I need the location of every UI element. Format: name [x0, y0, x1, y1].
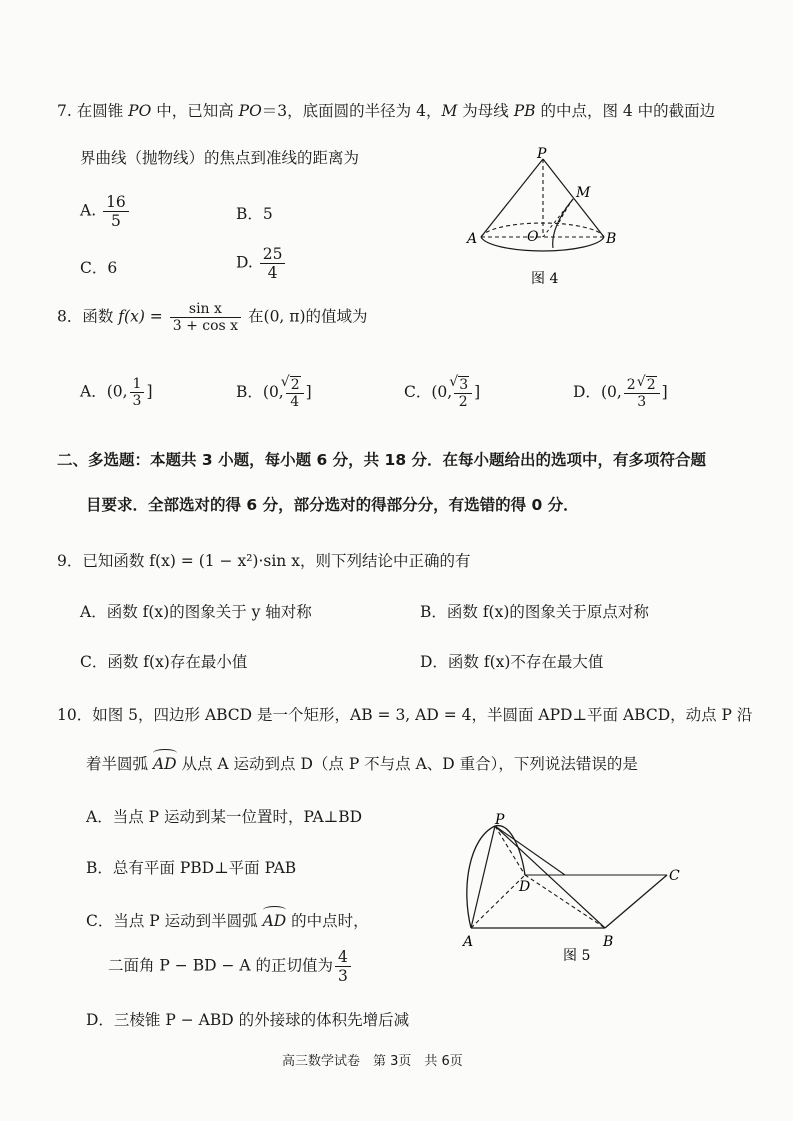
edge-pa: [471, 826, 495, 928]
fig4-label-b: B: [606, 231, 617, 247]
q8-option-b-radicand: √ 2: [290, 376, 301, 393]
q8-suffix: 在(0, π)的值域为: [248, 307, 368, 326]
q10-line2-a: 着半圆弧: [86, 755, 153, 773]
q7-option-a-fraction: [103, 193, 129, 230]
q8-option-c-open: (0,: [431, 383, 453, 401]
q7-option-a-label: A.: [80, 201, 97, 220]
fig4-caption: 图 4: [531, 271, 559, 287]
q7-po2: PO: [238, 102, 262, 120]
q7-option-d-label: D.: [236, 253, 253, 272]
q10-option-a: A．当点 P 运动到某一位置时，PA⊥BD: [86, 808, 363, 826]
q7-text-d: 为母线: [457, 102, 514, 120]
q8-fx: f(x) =: [118, 307, 163, 326]
q8-option-b-label: B．: [236, 383, 263, 401]
q8-option-d-fraction: [624, 376, 660, 410]
fig5-label-b: B: [603, 934, 614, 950]
page-footer: 高三数学试卷 第 3页 共 6页: [282, 1054, 463, 1069]
q8-option-a: [80, 376, 153, 409]
q7-option-d-den: 4: [267, 264, 278, 282]
q10-line2: [86, 754, 638, 774]
q8-den: 3 + cos x: [172, 318, 239, 334]
edge-pb: [495, 826, 605, 928]
q8-num: sin x: [170, 301, 241, 318]
figure-4-cone: [465, 145, 625, 293]
q8-option-a-den: 3: [132, 393, 142, 409]
q7-option-a-den: 5: [110, 212, 121, 230]
fig5-label-c: C: [669, 868, 680, 884]
q10-option-d: D．三棱锥 P − ABD 的外接球的体积先增后减: [86, 1011, 410, 1029]
q9-option-d: D．函数 f(x)不存在最大值: [420, 653, 604, 671]
q8-option-a-fraction: [130, 376, 145, 409]
diagonal-bd: [525, 875, 605, 928]
q7-text-a: 7. 在圆锥: [57, 102, 129, 120]
fig5-caption: 图 5: [563, 948, 591, 964]
q7-pb: PB: [513, 102, 536, 120]
q9-option-b: B．函数 f(x)的图象关于原点对称: [420, 603, 649, 621]
fig5-label-d: D: [519, 879, 531, 895]
q8-fraction: [170, 301, 241, 334]
q8-option-d-den: 3: [637, 394, 647, 410]
q8-option-c-den: 2: [458, 394, 468, 410]
q7-text-b: 中，已知高: [151, 102, 239, 120]
q7-m: M: [441, 102, 458, 120]
q7-option-d-num: 25: [260, 245, 286, 264]
q8-prefix: 8．函数: [57, 307, 119, 326]
base-ellipse-front: [481, 237, 604, 251]
q7-po: PO: [128, 102, 152, 120]
q8-option-d-radicand: √ 2: [646, 376, 657, 393]
q8-option-a-close: ]: [146, 382, 153, 401]
q8-option-c-radicand: √ 3: [458, 376, 469, 393]
q9-stem: 9．已知函数 f(x) = (1 − x²)·sin x，则下列结论中正确的有: [57, 552, 471, 570]
q10-line2-b: 从点 A 运动到点 D（点 P 不与点 A、D 重合），下列说法错误的是: [176, 755, 638, 773]
q7-text-e: 的中点，图 4 中的截面边: [535, 102, 716, 120]
edge-bc: [605, 875, 667, 928]
q8-option-d-open: (0,: [600, 383, 622, 401]
q8-option-d-coef: 2: [626, 377, 636, 393]
cone-edge-pa: [481, 159, 543, 237]
q8-option-b-den: 4: [290, 394, 300, 410]
q8-stem: [57, 301, 368, 334]
q10-option-b: B．总有平面 PBD⊥平面 PAB: [86, 859, 297, 877]
section2-heading-line1: 二、多选题：本题共 3 小题，每小题 6 分，共 18 分．在每小题给出的选项中，有多项符合题: [57, 451, 707, 469]
q8-option-d: [573, 376, 668, 410]
q10-option-c-arc: AD: [262, 912, 287, 930]
q8-option-b-num: [286, 376, 304, 394]
q8-option-c: [404, 376, 480, 410]
fig4-label-o: O: [527, 229, 539, 245]
q9-option-a: A．函数 f(x)的图象关于 y 轴对称: [80, 603, 312, 621]
q10-option-c-line2: [108, 948, 353, 985]
q8-option-a-num: 1: [130, 376, 145, 393]
q8-option-c-num: [454, 376, 472, 394]
q7-option-d: [236, 245, 287, 282]
q8-option-c-close: ]: [474, 383, 481, 401]
q8-option-d-num: [624, 376, 660, 394]
q7-line2: 界曲线（抛物线）的焦点到准线的距离为: [80, 149, 360, 167]
q7-option-b: B．5: [236, 205, 273, 223]
q10-option-c-num: 4: [335, 948, 351, 967]
q8-option-b: [236, 376, 312, 410]
figure-5-rectangle-semicircle: [455, 808, 690, 968]
q7-text-c: ＝3，底面圆的半径为 4，: [261, 102, 442, 120]
q10-option-c: [86, 911, 369, 931]
q10-option-c-den: 3: [337, 967, 348, 985]
q7-line1: [57, 101, 715, 121]
q8-option-a-label: A．: [80, 382, 107, 401]
fig5-label-a: A: [463, 934, 474, 950]
q8-option-b-fraction: [286, 376, 304, 410]
q7-option-d-fraction: [260, 245, 286, 282]
fig5-label-p: P: [495, 812, 505, 828]
q8-option-a-open: (0,: [106, 382, 128, 401]
fig4-label-m: M: [576, 185, 591, 201]
q10-line1: 10．如图 5，四边形 ABCD 是一个矩形，AB = 3, AD = 4，半圆面 APD⊥平面 ABCD，动点 P 沿: [57, 706, 753, 724]
q7-option-a-num: 16: [103, 193, 129, 212]
q8-option-d-close: ]: [661, 383, 668, 401]
q8-option-c-label: C．: [404, 383, 432, 401]
q10-option-c-line2-text: 二面角 P − BD − A 的正切值为: [108, 956, 333, 975]
q8-option-b-open: (0,: [262, 383, 284, 401]
q7-option-c: C．6: [80, 259, 118, 277]
parabola-section-back: [558, 199, 573, 226]
q7-option-a: [80, 193, 131, 230]
fig4-label-a: A: [467, 231, 478, 247]
fig4-label-p: P: [537, 146, 547, 162]
q10-arc-ad: AD: [152, 755, 177, 773]
q9-option-c: C．函数 f(x)存在最小值: [80, 653, 248, 671]
q10-option-c-b: 的中点时，: [286, 912, 369, 930]
q10-option-c-fraction: [335, 948, 351, 985]
edge-ad: [471, 875, 525, 928]
q8-option-b-close: ]: [305, 383, 312, 401]
edge-p-top: [495, 826, 565, 875]
section2-heading-line2: 目要求．全部选对的得 6 分，部分选对的得部分分，有选错的得 0 分．: [86, 496, 579, 514]
q10-option-c-a: C．当点 P 运动到半圆弧: [86, 912, 263, 930]
q8-option-d-label: D．: [573, 383, 601, 401]
q8-option-c-fraction: [454, 376, 472, 410]
